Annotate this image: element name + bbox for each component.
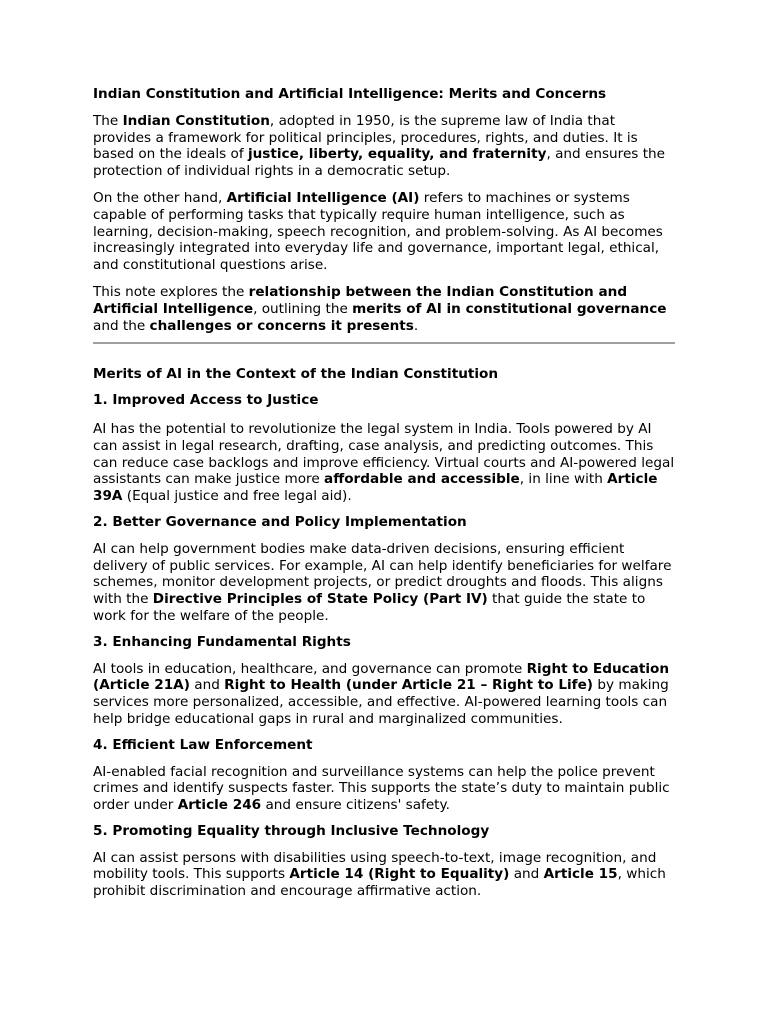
text-run: AI can help government bodies make data-driven decisions, ensuring efficient delivery of public services. For example, AI can help identify beneficiaries for welfare schemes, monitor development projects, or predict droughts and floods. This aligns with the (93, 540, 672, 608)
bold-text: Right to Health (under Article 21 – Right to Life) (224, 677, 594, 694)
intro-paragraph-1 (93, 113, 675, 180)
merit-item (93, 514, 675, 625)
merit-heading: 2. Better Governance and Policy Implementation (93, 513, 467, 530)
text-run: AI has the potential to revolutionize the legal system in India. Tools powered by AI can assist in legal research, drafting, case analysis, and predicting outcomes. This can reduce case backlogs and improve efficiency. Virtual courts and AI-powered legal assistants can make justice more (93, 420, 675, 488)
text-run: , in line with (519, 471, 608, 488)
merits-list (93, 392, 675, 900)
bold-text: Indian Constitution (122, 112, 270, 129)
text-run: This note explores the (93, 283, 249, 300)
text-run: and ensure citizens' safety. (261, 797, 450, 814)
text-run: , adopted in 1950, is the supreme law of India that provides a framework for political principles, procedures, rights, and duties. It is based on the ideals of (93, 112, 638, 163)
document-title: Indian Constitution and Artificial Intelligence: Merits and Concerns (93, 86, 607, 102)
merit-heading: 5. Promoting Equality through Inclusive Technology (93, 822, 490, 839)
merits-section-title: Merits of AI in the Context of the Indian Constitution (93, 366, 499, 383)
merit-heading: 1. Improved Access to Justice (93, 392, 319, 409)
bold-text: Artificial Intelligence (AI) (226, 189, 420, 206)
text-run: and (189, 677, 225, 694)
text-run: AI-enabled facial recognition and surveillance systems can help the police prevent crimes and identify suspects faster. This supports the state’s duty to maintain public order under (93, 763, 670, 814)
bold-text: Article 14 (Right to Equality) (289, 866, 510, 883)
bold-text: Right to Education (Article 21A) (93, 660, 670, 694)
bold-text: Article 15 (543, 866, 618, 883)
text-run: refers to machines or systems capable of performing tasks that typically require human intelligence, such as learning, decision-making, speech recognition, and problem-solving. As AI becomes increasingly integrated into everyday life and governance, important legal, ethical, and constitutional questions arise. (93, 189, 663, 274)
bold-text: justice, liberty, equality, and fraternity (247, 146, 547, 163)
merit-item (93, 823, 675, 900)
text-run: The (93, 112, 123, 129)
text-run: AI can assist persons with disabilities using speech-to-text, image recognition, and mobility tools. This supports (93, 849, 657, 883)
section-divider (93, 342, 675, 344)
intro-paragraph-2 (93, 190, 675, 274)
merit-body (93, 661, 675, 728)
merit-item (93, 392, 675, 505)
text-run: , and ensures the protection of individual rights in a democratic setup. (93, 146, 666, 180)
bold-text: Article 39A (93, 471, 658, 505)
merit-body (93, 850, 675, 900)
text-run: that guide the state to work for the welfare of the people. (93, 591, 646, 624)
text-run: AI tools in education, healthcare, and governance can promote (93, 660, 527, 677)
merit-body (93, 541, 675, 625)
bold-text: Directive Principles of State Policy (Part IV) (152, 591, 488, 608)
bold-text: relationship between the Indian Constitution and Artificial Intelligence (93, 283, 628, 317)
merit-item (93, 634, 675, 728)
text-run: , outlining the (253, 300, 353, 317)
merit-heading: 3. Enhancing Fundamental Rights (93, 633, 351, 650)
merit-body (93, 764, 675, 814)
merit-body (93, 421, 675, 505)
text-run: and the (93, 317, 150, 334)
text-run: and (509, 866, 544, 883)
text-run: On the other hand, (93, 189, 227, 206)
bold-text: merits of AI in constitutional governance (352, 300, 667, 317)
merit-item (93, 737, 675, 814)
intro-paragraph-3 (93, 284, 675, 334)
bold-text: challenges or concerns it presents (149, 317, 414, 334)
document-page (93, 86, 675, 909)
text-run: by making services more personalized, accessible, and effective. AI-powered learning tools can help bridge educational gaps in rural and marginalized communities. (93, 677, 669, 727)
merit-heading: 4. Efficient Law Enforcement (93, 736, 313, 753)
bold-text: affordable and accessible (324, 471, 520, 488)
text-run: . (413, 317, 419, 334)
text-run: (Equal justice and free legal aid). (122, 488, 352, 505)
text-run: , which prohibit discrimination and encourage affirmative action. (93, 866, 666, 900)
bold-text: Article 246 (177, 797, 262, 814)
